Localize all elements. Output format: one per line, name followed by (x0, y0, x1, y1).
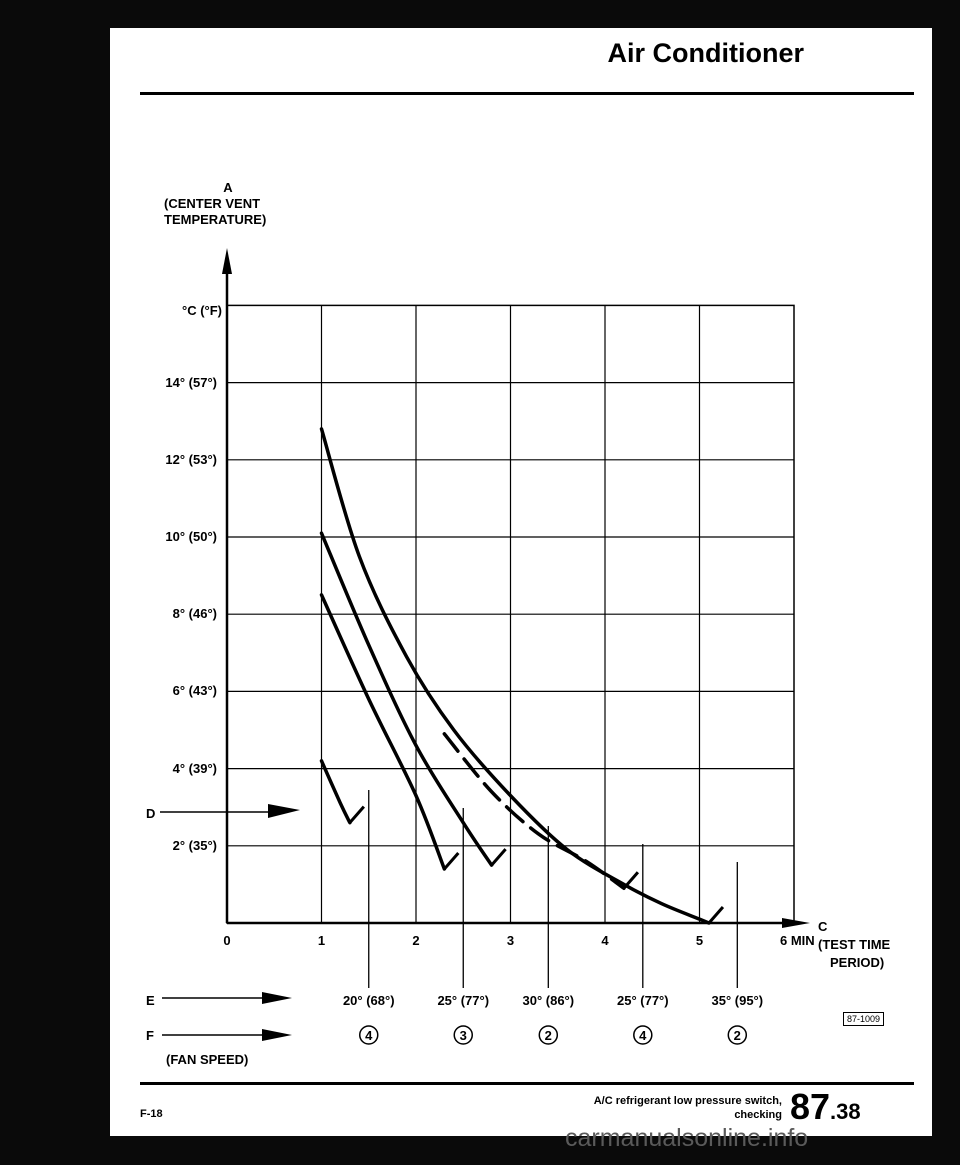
curve-1 (322, 429, 709, 923)
ambient-temp-label-3: 30° (86°) (522, 993, 575, 1008)
ambient-temp-label-1: 20° (68°) (342, 993, 395, 1008)
y-tick-label-6: 6° (43°) (172, 683, 217, 699)
x-axis-arrowhead (782, 918, 810, 928)
marker-f-label: F (146, 1028, 154, 1043)
marker-d-label: D (146, 806, 156, 821)
page-header-title: Air Conditioner (607, 38, 804, 68)
figure-ref-code: 87-1009 (843, 1012, 884, 1026)
fan-speed-value-4: 4 (639, 1028, 647, 1043)
ambient-temp-label-2: 25° (77°) (437, 993, 490, 1008)
curve-end-hook-1 (709, 907, 723, 923)
axis-c-desc-line2: PERIOD) (830, 955, 885, 970)
curve-end-hook-2 (492, 849, 506, 865)
footer-rule (140, 1082, 914, 1085)
marker-f-arrowhead (262, 1029, 292, 1041)
footer-section-text: A/C refrigerant low pressure switch, checking (593, 1095, 782, 1121)
marker-d-arrowhead (268, 804, 300, 818)
curve-end-hook-5 (624, 872, 638, 888)
marker-e-arrowhead (262, 992, 292, 1004)
axis-c-letter: C (818, 919, 828, 934)
axis-c-desc-line1: (TEST TIME (818, 937, 891, 952)
axis-a-letter: A (223, 180, 233, 195)
fan-speed-value-1: 4 (365, 1028, 373, 1043)
y-axis-arrowhead (222, 248, 232, 274)
x-tick-label-0: 0 (223, 933, 231, 948)
footer-section-number: 87.38 (790, 1086, 861, 1127)
footer-page-code: F-18 (140, 1108, 163, 1120)
x-tick-label-5: 5 (695, 933, 704, 948)
y-tick-label-8: 8° (46°) (172, 606, 217, 622)
axis-a-desc-line1: (CENTER VENT (164, 196, 261, 211)
x-tick-label-1: 1 (317, 933, 326, 948)
y-tick-label-14: 14° (57°) (165, 374, 217, 390)
fan-speed-value-2: 3 (459, 1028, 467, 1043)
marker-e-label: E (146, 993, 155, 1008)
y-tick-label-10: 10° (50°) (165, 529, 217, 544)
x-tick-label-2: 2 (412, 933, 420, 948)
ambient-temp-label-4: 25° (77°) (617, 993, 669, 1008)
y-tick-label-2: 2° (35°) (172, 837, 217, 853)
axis-a-desc-line2: TEMPERATURE) (164, 212, 267, 227)
watermark: carmanualsonline.info (565, 1124, 809, 1152)
x-tick-label-6: 6 MIN (780, 933, 815, 948)
fan-speed-value-5: 2 (733, 1028, 741, 1043)
x-tick-label-4: 4 (601, 933, 609, 948)
fan-speed-value-3: 2 (544, 1028, 552, 1043)
curve-3 (322, 595, 445, 869)
y-tick-label-4: 4° (39°) (172, 760, 217, 776)
y-tick-label-12: 12° (53°) (165, 451, 217, 467)
curve-4 (322, 761, 350, 823)
y-unit-label: °C (°F) (182, 303, 222, 318)
curve-end-hook-4 (350, 807, 364, 823)
x-tick-label-3: 3 (506, 933, 515, 948)
curve-end-hook-3 (444, 853, 458, 869)
curve-5 (444, 734, 624, 888)
fan-speed-label: (FAN SPEED) (166, 1052, 249, 1067)
ambient-temp-label-5: 35° (95°) (711, 993, 764, 1008)
